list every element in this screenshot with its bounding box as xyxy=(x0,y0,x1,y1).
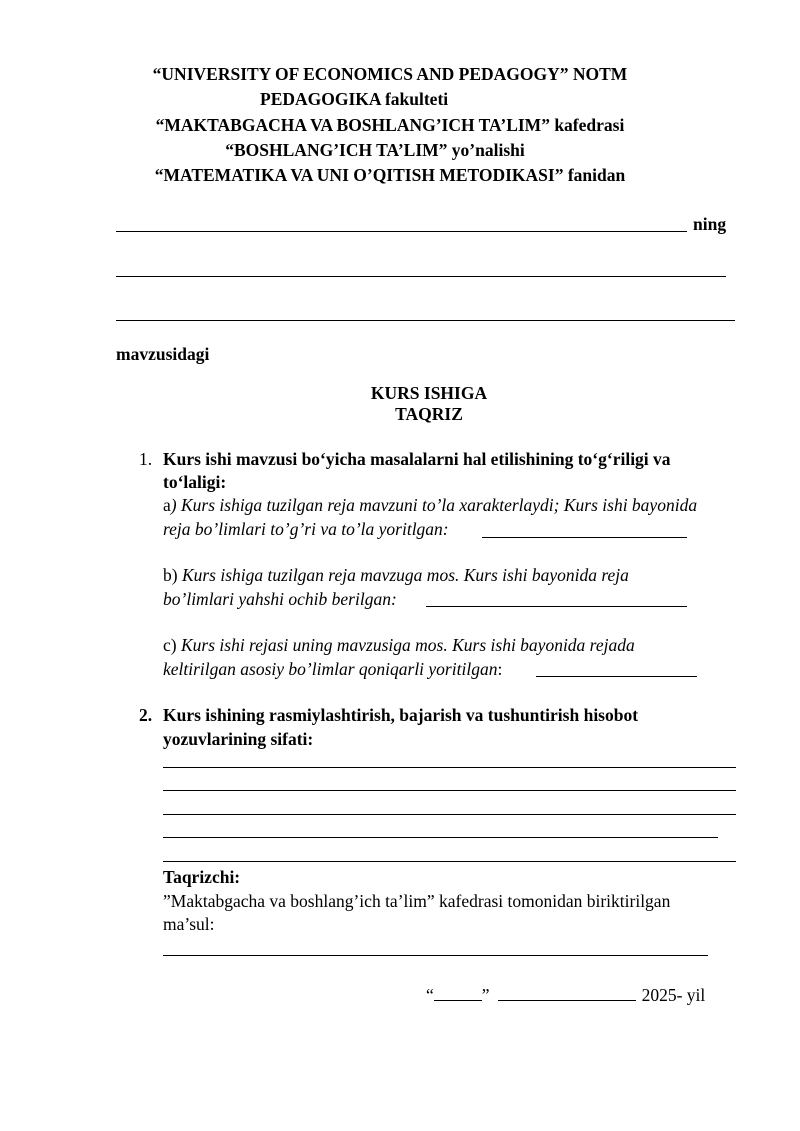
reviewer-label: Taqrizchi: xyxy=(163,867,241,887)
department-name: “MAKTABGACHA VA BOSHLANG’ICH TA’LIM” kafedrasi xyxy=(155,115,625,135)
section1-item-a-line2 xyxy=(163,519,449,540)
section2-answer-line-5 xyxy=(163,861,736,862)
section2-heading-line1: Kurs ishining rasmiylashtirish, bajarish va tushuntirish hisobot xyxy=(163,705,639,725)
date-month-blank xyxy=(498,999,636,1001)
item-c-text-1: Kurs ishi rejasi uning mavzusiga mos. Kurs ishi bayonida rejada xyxy=(176,635,635,655)
item-a-answer-blank xyxy=(482,537,687,538)
faculty-name: PEDAGOGIKA fakulteti xyxy=(260,89,449,109)
item-c-colon: : xyxy=(497,659,503,679)
title-line-2: TAQRIZ xyxy=(395,404,463,424)
direction-name: “BOSHLANG’ICH TA’LIM” yo’nalishi xyxy=(225,140,525,160)
section1-item-c-line1 xyxy=(163,635,635,656)
section2-answer-line-1 xyxy=(163,767,736,768)
section1-item-c-line2 xyxy=(163,659,502,680)
section1-heading-line2: to‘laligi: xyxy=(163,472,227,492)
section1-item-b-line2 xyxy=(163,589,397,610)
item-c-answer-blank xyxy=(536,676,697,677)
item-a-text-1: ) Kurs ishiga tuzilgan reja mavzuni to’la xarakterlaydi; Kurs ishi bayonida xyxy=(170,495,698,515)
section2-answer-line-3 xyxy=(163,814,736,815)
reviewer-text-line1: ”Maktabgacha va boshlang’ich ta’lim” kafedrasi tomonidan biriktirilgan xyxy=(163,891,671,911)
section2-answer-line-4 xyxy=(163,837,718,838)
item-b-answer-blank xyxy=(426,606,687,607)
title-line-1: KURS ISHIGA xyxy=(370,383,488,403)
topic-label: mavzusidagi xyxy=(116,344,210,364)
student-name-blank xyxy=(116,231,687,232)
reviewer-text-line2: ma’sul: xyxy=(163,914,215,934)
item-a-text-2: reja bo’limlari to’g’ri va to’la yoritlgan: xyxy=(163,519,449,539)
section2-answer-line-2 xyxy=(163,790,736,791)
item-c-text-2: keltirilgan asosiy bo’limlar qoniqarli yoritilgan xyxy=(163,659,498,679)
subject-name: “MATEMATIKA VA UNI O’QITISH METODIKASI” fanidan xyxy=(154,165,626,185)
date-day-blank xyxy=(434,999,482,1001)
date-close-quote: ” xyxy=(481,985,490,1005)
section1-number: 1. xyxy=(139,449,153,469)
section1-item-b-line1 xyxy=(163,565,629,586)
section2-number: 2. xyxy=(139,705,153,725)
date-year: 2025- yil xyxy=(641,985,706,1005)
item-b-text-2: bo’limlari yahshi ochib berilgan: xyxy=(163,589,397,609)
date-line xyxy=(426,985,705,1006)
item-a-letter: a xyxy=(163,495,171,515)
date-open-quote: “ xyxy=(426,985,434,1005)
reviewer-signature-line xyxy=(163,955,708,956)
university-name: “UNIVERSITY OF ECONOMICS AND PEDAGOGY” NOTM xyxy=(152,64,628,84)
item-b-text-1: Kurs ishiga tuzilgan reja mavzuga mos. Kurs ishi bayonida reja xyxy=(177,565,629,585)
section2-heading-line2: yozuvlarining sifati: xyxy=(163,729,314,749)
topic-blank-line-1 xyxy=(116,276,726,277)
topic-blank-line-2 xyxy=(116,320,735,321)
section1-item-a-line1 xyxy=(163,495,697,516)
section1-heading-line1: Kurs ishi mavzusi bo‘yicha masalalarni hal etilishining to‘g‘riligi va xyxy=(163,449,671,469)
student-name-suffix: ning xyxy=(693,214,727,234)
item-c-letter: c) xyxy=(163,635,177,655)
item-b-letter: b) xyxy=(163,565,178,585)
